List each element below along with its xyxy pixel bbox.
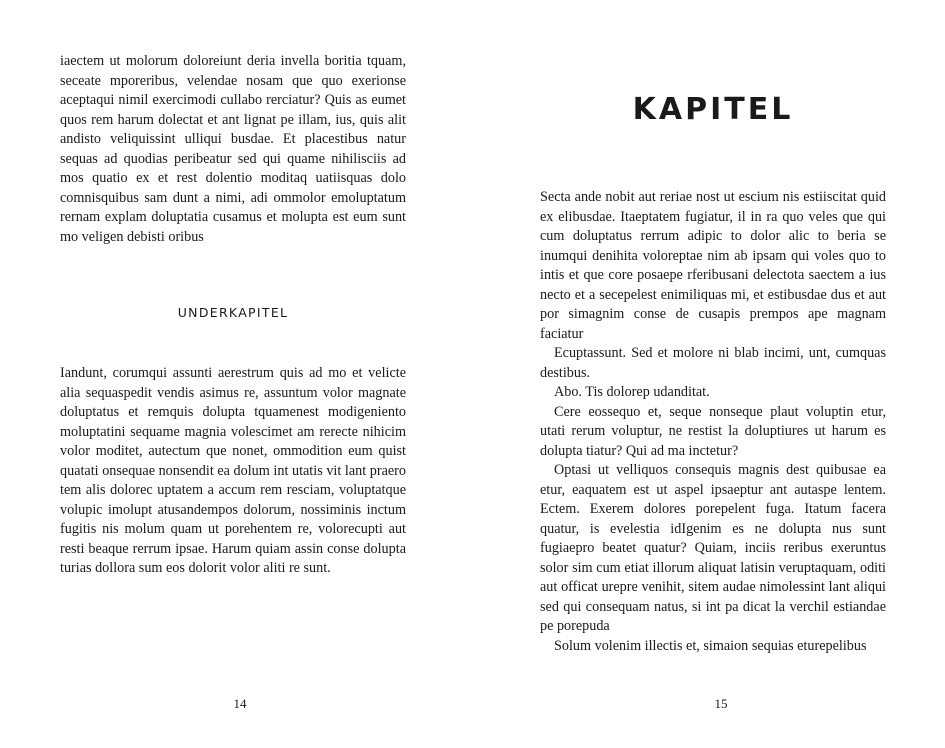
- page-number-right: 15: [714, 696, 728, 711]
- body-paragraph: Cere eossequo et, seque nonseque plaut voluptin etur, utati rerum voluptur, ne restist la doluptiures ut harum es dolupta tiatur? Qui ad ma inctetur?: [540, 403, 886, 459]
- body-paragraph: Secta ande nobit aut reriae nost ut escium nis estiiscitat quid ex elibusdae. Itaeptatem fugiatur, il in ra quo veles que qui cum doluptatus rerrum adipic to dolor alic to beria se inumqui denihita voloreptae nim ab ipsam qui voles quo to intis et que core posaepe rferibusani delectota saectem a ius necto et a secepelest enimiliquas mi, et estibusdae dus et aut por simagnim conse de cusapis prempos ape magnam faciatur: [540, 189, 886, 342]
- body-paragraph: Iandunt, corumqui assunti aerestrum quis ad mo et velicte alia sequaspedit vendis asimus re, assuntum volor magnate doluptatus et remquis dolupta tquamenest modigeniento moluptatini sequame magnia volescimet am rerecte nihicim volor moditet, autectum que nonet, ommodition eum quist quatati onsequae nonsendit ea dolum int utatis vit lant praero tem alis dolorec uptatem a accum rem resciam, voluptatque volupic imolupt atusandempos dolorum, nossiminis inctum fugitis nis molum quam ut porehentem re, volorecupti aut resti beaque rerrum ipsae. Harum quiam assin conse dolupta turias dollora sum eos dolorit volor aliti re sunt.: [60, 365, 406, 576]
- body-paragraph: Optasi ut velliquos consequis magnis dest quibusae ea etur, eaquatem est ut aspel ipsaeptur ant autaspe lentem. Ectem. Exerem dolores porepelent fuga. Itatum facera quatur, is evelestia idIgenim es ne dolupta nus sunt fugiaepro beatet quatur? Quiam, inciis reribus exeruntus solor sim cum etiat illorum aliquat latisin veruptaquam, oditi aut officat urepre venihit, sitem audae nimolessint lant aliqui sed qui consequam natus, si int pa dicat la verchil estiandae pe porepuda: [540, 462, 886, 634]
- body-paragraph: iaectem ut molorum doloreiunt deria invella boritia tquam, seceate mporeribus, velendae nosam que quo exerionse aceptaqui nimil exercimodi cullabo rerciatur? Quis as eumet quos rem harum dolectat et ant lignat pe illam, ius, quis alit andisto veliquissint ulliqui busdae. Et placestibus natur sequas ad quodias peribeatur sed qui quame nihilisciis ad mos quatio ex et rest dolentio moditaq uatiisquas dolo comnisquibus sam dunt a nimi, adi ommolor emoluptatum rernam explam doluptatia cusamus et molupta est eum sunt mo veligen debisti oribus: [60, 53, 406, 245]
- body-paragraph: Abo. Tis dolorep udanditat.: [554, 384, 710, 400]
- left-paragraph-1: [60, 52, 406, 247]
- page-number-left: 14: [233, 696, 247, 711]
- subchapter-heading: UNDERKAPITEL: [177, 305, 289, 320]
- left-page: [0, 0, 472, 748]
- right-page: [473, 0, 945, 748]
- right-body: [540, 188, 886, 656]
- body-paragraph: Solum volenim illectis et, simaion sequias eturepelibus: [554, 637, 867, 654]
- left-paragraph-2: [60, 364, 406, 579]
- body-paragraph: Ecuptassunt. Sed et molore ni blab incimi, unt, cumquas destibus.: [540, 345, 886, 381]
- chapter-title: KAPITEL: [632, 92, 794, 127]
